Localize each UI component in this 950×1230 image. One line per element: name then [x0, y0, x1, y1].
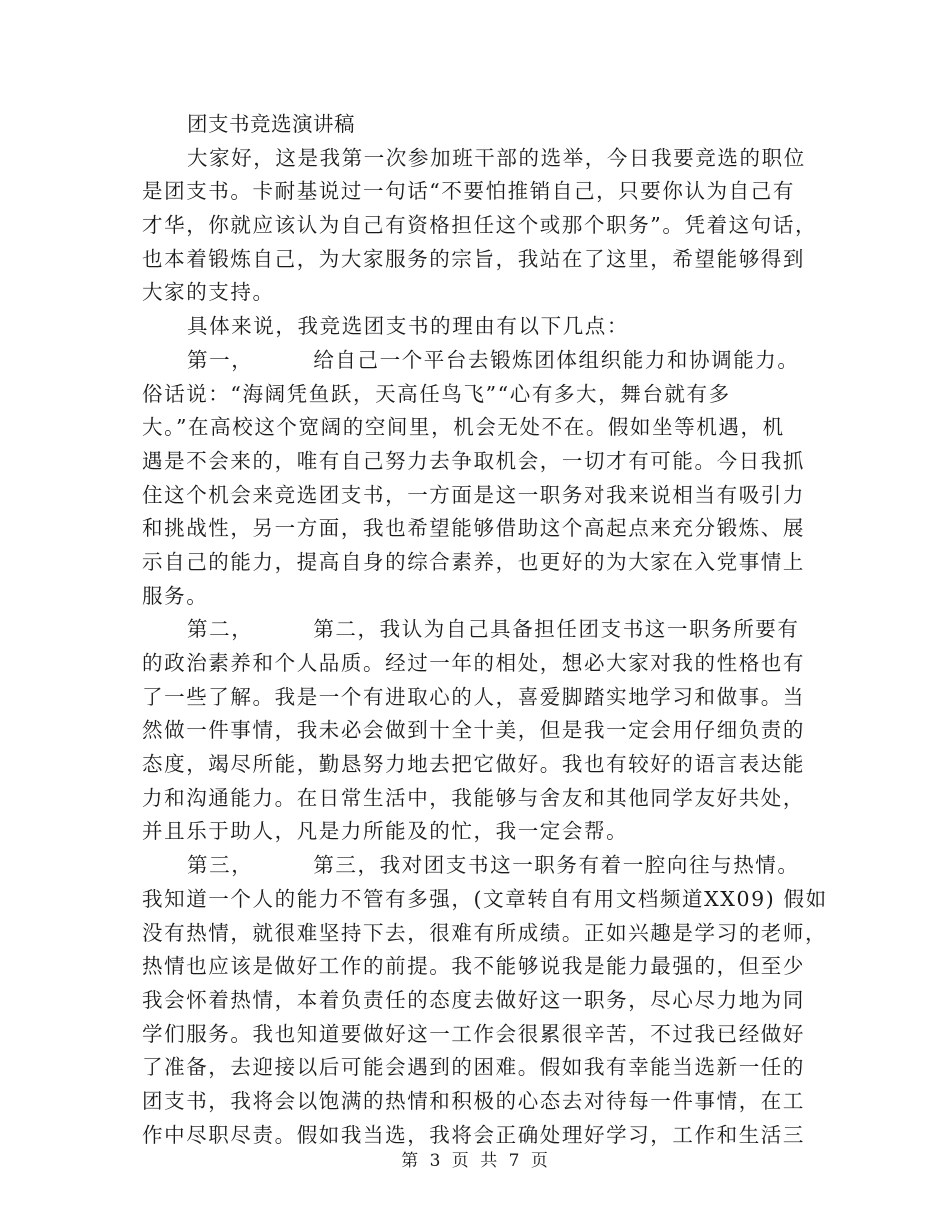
paragraph-line: 服务。 — [142, 583, 209, 608]
paragraph-line: 团支书，我将会以饱满的热情和积极的心态去对待每一件事情，在工 — [142, 1088, 805, 1113]
paragraph-line: 是团支书。卡耐基说过一句话“不要怕推销自己，只要你认为自己有 — [142, 179, 795, 204]
paragraph-line: 然做一件事情，我未必会做到十全十美，但是我一定会用仔细负责的 — [142, 718, 805, 743]
paragraph-line: 我知道一个人的能力不管有多强，(文章转自有用文档频道XX09) 假如 — [142, 886, 828, 911]
section-heading-line — [142, 613, 808, 647]
section-label-first: 第一， — [187, 347, 254, 372]
paragraph-line: 了一些了解。我是一个有进取心的人，喜爱脚踏实地学习和做事。当 — [142, 684, 805, 709]
section-text-first: 给自己一个平台去锻炼团体组织能力和协调能力。 — [313, 347, 800, 372]
section-text-second: 第二，我认为自己具备担任团支书这一职务所要有 — [313, 617, 800, 642]
document-body — [142, 108, 828, 1152]
paragraph-line: 没有热情，就很难坚持下去，很难有所成绩。正如兴趣是学习的老师， — [142, 920, 828, 945]
page-number-footer: 第 3 页 共 7 页 — [401, 1151, 549, 1171]
paragraph-line: 才华，你就应该认为自己有资格担任这个或那个职务”。凭着这句话， — [142, 213, 818, 238]
paragraph-line: 也本着锻炼自己，为大家服务的宗旨，我站在了这里，希望能够得到 — [142, 246, 805, 271]
paragraph-line: 态度，竭尽所能，勤恳努力地去把它做好。我也有较好的语言表达能 — [142, 752, 805, 777]
paragraph-line: 和挑战性，另一方面，我也希望能够借助这个高起点来充分锻炼、展 — [142, 516, 805, 541]
paragraph-line: 了准备，去迎接以后可能会遇到的困难。假如我有幸能当选新一任的 — [142, 1055, 805, 1080]
section-heading-line — [142, 344, 808, 378]
paragraph-line: 并且乐于助人，凡是力所能及的忙，我一定会帮。 — [142, 819, 629, 844]
paragraph-line: 住这个机会来竞选团支书，一方面是这一职务对我来说相当有吸引力 — [142, 482, 805, 507]
section-label-third: 第三， — [187, 853, 254, 878]
paragraph-line: 力和沟通能力。在日常生活中，我能够与舍友和其他同学友好共处， — [142, 785, 805, 810]
section-heading-line — [142, 849, 808, 883]
paragraph-line: 学们服务。我也知道要做好这一工作会很累很辛苦，不过我已经做好 — [142, 1021, 805, 1046]
paragraph-line: 大家的支持。 — [142, 280, 275, 305]
paragraph-line: 热情也应该是做好工作的前提。我不能够说我是能力最强的，但至少 — [142, 954, 805, 979]
section-label-second: 第二， — [187, 617, 254, 642]
paragraph-line: 遇是不会来的，唯有自己努力去争取机会，一切才有可能。今日我抓 — [142, 448, 805, 473]
paragraph-line: 的政治素养和个人品质。经过一年的相处，想必大家对我的性格也有 — [142, 651, 805, 675]
paragraph-line: 大。”在高校这个宽阔的空间里，机会无处不在。假如坐等机遇，机 — [142, 415, 785, 440]
paragraph-line: 具体来说，我竞选团支书的理由有以下几点： — [187, 314, 629, 339]
paragraph-line: 我会怀着热情，本着负责任的态度去做好这一职务，尽心尽力地为同 — [142, 987, 805, 1012]
paragraph-line: 大家好，这是我第一次参加班干部的选举，今日我要竞选的职位 — [187, 145, 806, 170]
section-text-third: 第三，我对团支书这一职务有着一腔向往与热情。 — [313, 853, 800, 878]
page-title: 团支书竞选演讲稿 — [187, 112, 355, 136]
paragraph-line: 作中尽职尽责。假如我当选，我将会正确处理好学习，工作和生活三 — [142, 1122, 805, 1147]
paragraph-line: 俗话说：“海阔凭鱼跃，天高任鸟飞”“心有多大，舞台就有多 — [142, 381, 731, 406]
paragraph-line: 示自己的能力，提高自身的综合素养，也更好的为大家在入党事情上 — [142, 549, 805, 574]
